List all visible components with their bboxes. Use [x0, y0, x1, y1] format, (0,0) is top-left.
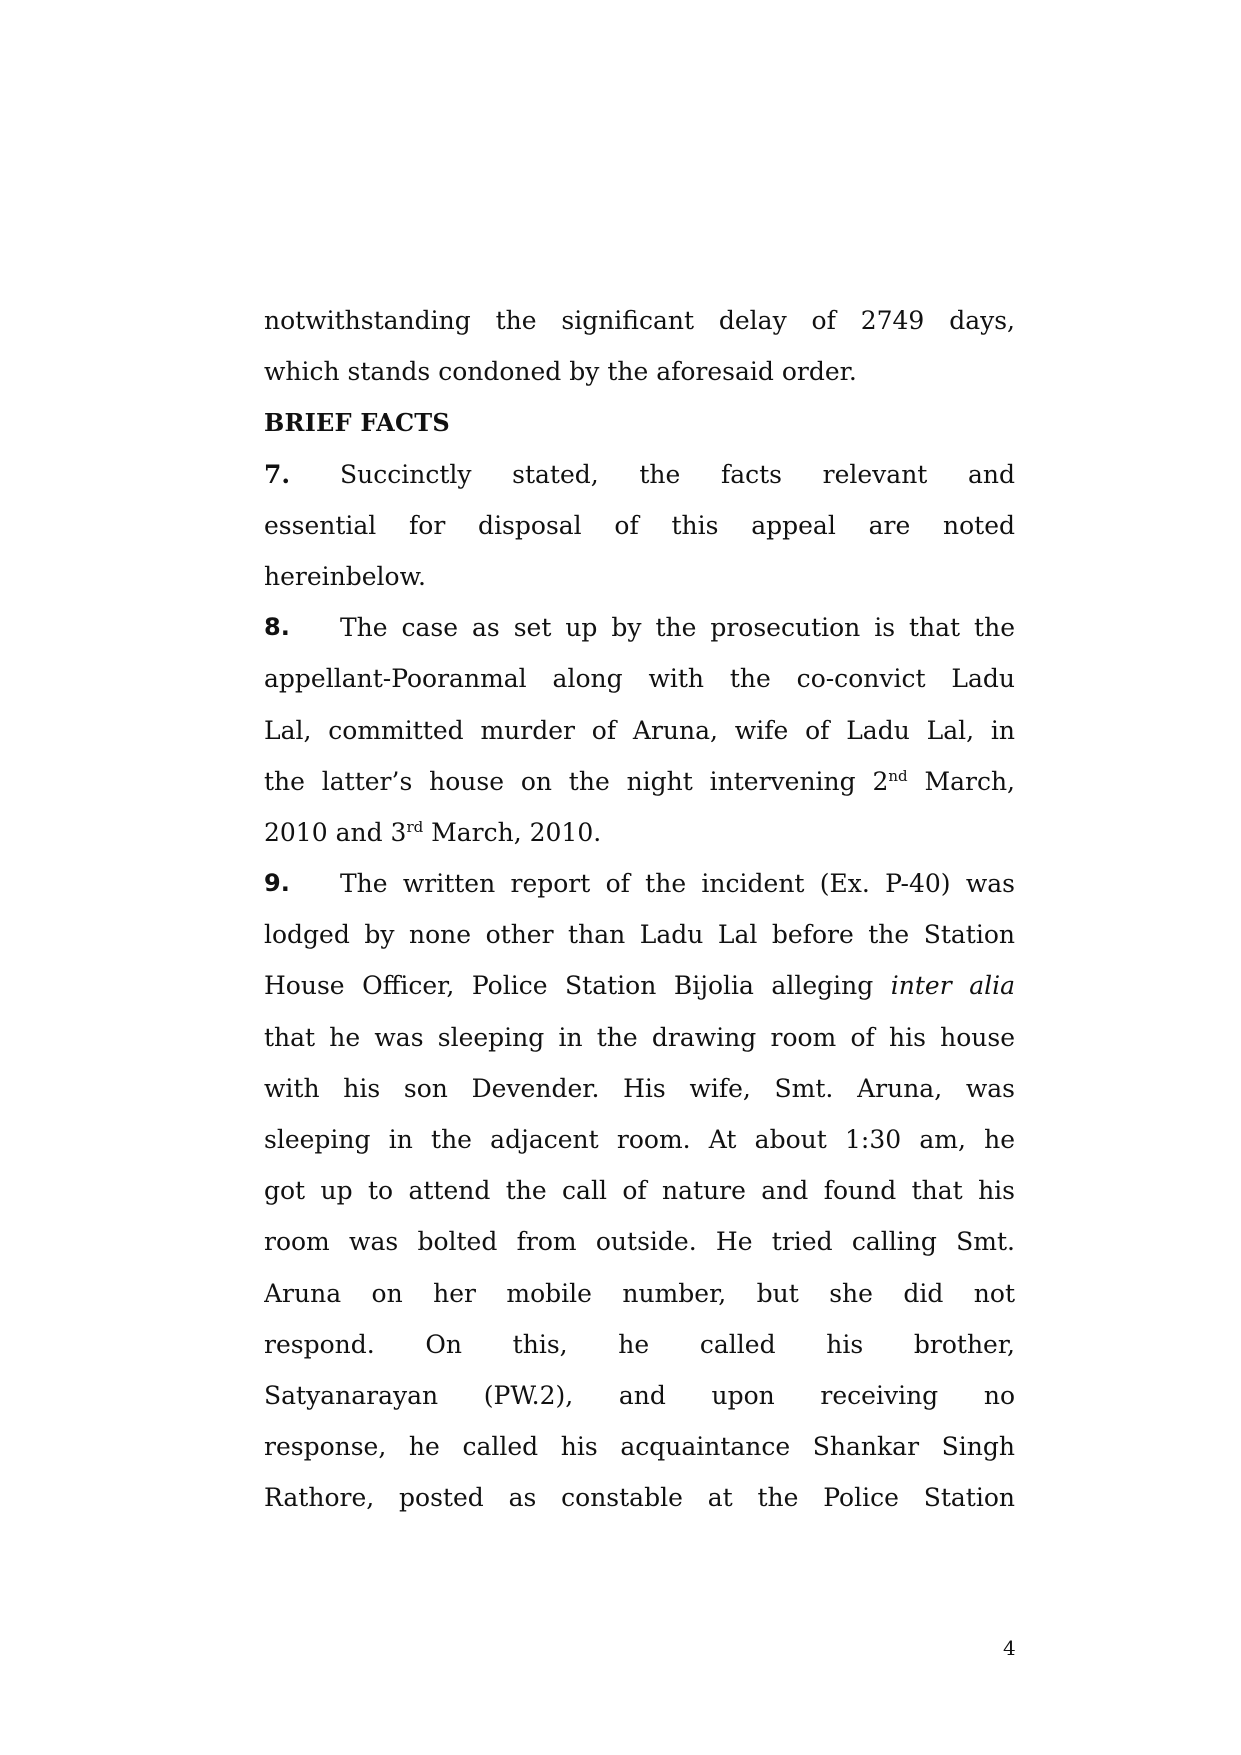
- superscript-ordinal: nd: [888, 766, 908, 785]
- text-line: response, he called his acquaintance Shankar Singh: [264, 1432, 1015, 1462]
- text-line: The written report of the incident (Ex. P-40) was: [340, 869, 1015, 899]
- text-line: with his son Devender. His wife, Smt. Aruna, was: [264, 1073, 1015, 1103]
- paragraph-9-line: [264, 858, 1015, 909]
- text-line: appellant-Pooranmal along with the co-convict Ladu: [264, 664, 1015, 694]
- text-fragment: the latter’s house on the night intervening 2: [264, 766, 889, 796]
- text-line: Succinctly stated, the facts relevant and: [340, 459, 1015, 489]
- page-number: 4: [1003, 1636, 1016, 1660]
- paragraph-number: 9.: [264, 869, 290, 898]
- paragraph-number: 8.: [264, 613, 290, 642]
- text-line: that he was sleeping in the drawing room of his house: [264, 1022, 1015, 1052]
- text-fragment: March,: [907, 766, 1015, 796]
- paragraph-number: 7.: [264, 459, 291, 489]
- superscript-ordinal: rd: [406, 817, 424, 836]
- paragraph-7-line: [264, 449, 1015, 500]
- text-fragment: 2010 and 3: [264, 817, 407, 847]
- text-fragment: March, 2010.: [423, 817, 602, 847]
- text-line: room was bolted from outside. He tried calling Smt.: [264, 1227, 1015, 1257]
- italic-term: inter alia: [890, 971, 1015, 1001]
- text-line: [264, 807, 1015, 858]
- text-line: notwithstanding the significant delay of 2749 days,: [264, 306, 1015, 335]
- text-line: hereinbelow.: [264, 561, 426, 591]
- text-line: Rathore, posted as constable at the Police Station: [264, 1483, 1015, 1513]
- text-line: essential for disposal of this appeal are noted: [264, 510, 1015, 540]
- text-line: The case as set up by the prosecution is that the: [340, 613, 1015, 643]
- text-fragment: House Officer, Police Station Bijolia alleging: [264, 971, 891, 1001]
- document-body: [264, 295, 1015, 1524]
- text-line: got up to attend the call of nature and found that his: [264, 1176, 1015, 1206]
- text-line: Lal, committed murder of Aruna, wife of Ladu Lal, in: [264, 715, 1015, 745]
- text-line: lodged by none other than Ladu Lal before the Station: [264, 920, 1015, 950]
- text-line: Aruna on her mobile number, but she did not: [264, 1278, 1015, 1308]
- section-heading: BRIEF FACTS: [264, 408, 450, 438]
- text-line: respond. On this, he called his brother,: [264, 1329, 1015, 1359]
- text-line: Satyanarayan (PW.2), and upon receiving no: [264, 1380, 1015, 1410]
- paragraph-8-line: [264, 602, 1015, 653]
- text-line: [264, 756, 1015, 807]
- text-line: [264, 960, 1015, 1011]
- text-line: sleeping in the adjacent room. At about 1:30 am, he: [264, 1125, 1015, 1154]
- text-line: which stands condoned by the aforesaid order.: [264, 357, 857, 387]
